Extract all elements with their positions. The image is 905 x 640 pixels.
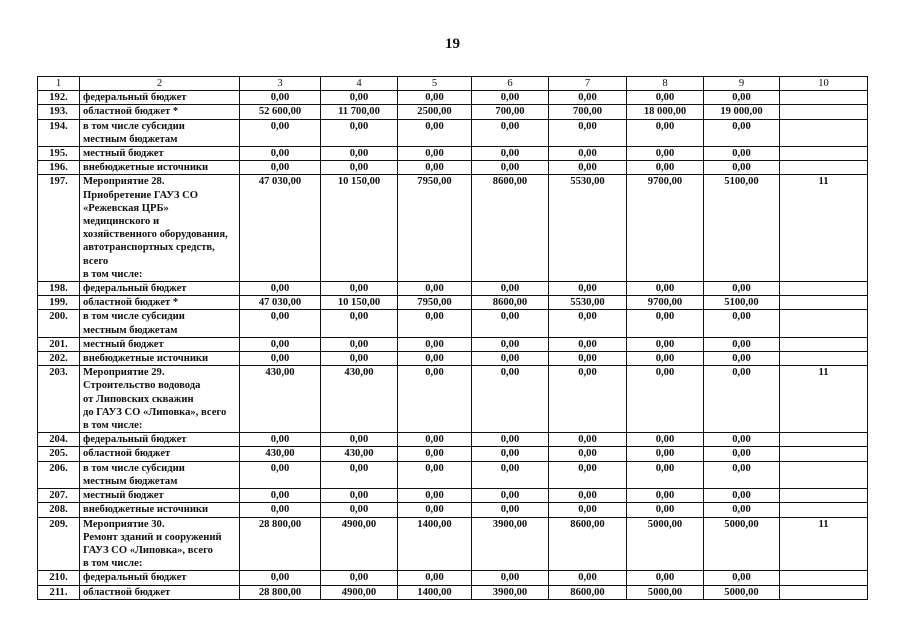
row-name-line: Мероприятие 30. <box>83 518 165 530</box>
cell-col-6: 0,00 <box>472 352 549 366</box>
cell-col-5: 0,00 <box>398 366 472 433</box>
cell-col-9: 0,00 <box>704 91 780 105</box>
row-number: 206. <box>38 461 80 488</box>
cell-col-7: 0,00 <box>549 489 627 503</box>
row-name <box>80 105 240 119</box>
cell-col-4: 0,00 <box>321 310 398 337</box>
cell-col-10 <box>780 147 868 161</box>
table-row <box>38 296 868 310</box>
row-name-line: ГАУЗ СО «Липовка», всего <box>83 544 213 556</box>
cell-col-4: 10 150,00 <box>321 296 398 310</box>
column-header-3: 3 <box>240 77 321 91</box>
cell-col-3: 0,00 <box>240 91 321 105</box>
cell-col-9: 0,00 <box>704 571 780 585</box>
row-name-line: до ГАУЗ СО «Липовка», всего <box>83 406 227 418</box>
cell-col-8: 9700,00 <box>627 296 704 310</box>
cell-col-3: 0,00 <box>240 503 321 517</box>
cell-col-7: 0,00 <box>549 119 627 146</box>
column-header-8: 8 <box>627 77 704 91</box>
table-row <box>38 161 868 175</box>
cell-col-3: 0,00 <box>240 352 321 366</box>
row-name-line: в том числе субсидии <box>83 311 185 323</box>
table-row <box>38 585 868 599</box>
cell-col-7: 0,00 <box>549 461 627 488</box>
cell-col-4: 0,00 <box>321 571 398 585</box>
row-name-line: федеральный бюджет <box>83 572 187 584</box>
row-name-line: местным бюджетам <box>83 324 178 336</box>
cell-col-3: 430,00 <box>240 447 321 461</box>
row-number: 198. <box>38 282 80 296</box>
row-name <box>80 447 240 461</box>
cell-col-4: 0,00 <box>321 91 398 105</box>
row-name-line: федеральный бюджет <box>83 92 187 104</box>
row-name-line: местный бюджет <box>83 490 164 502</box>
cell-col-3: 28 800,00 <box>240 585 321 599</box>
cell-col-8: 0,00 <box>627 119 704 146</box>
cell-col-4: 0,00 <box>321 161 398 175</box>
cell-col-10 <box>780 119 868 146</box>
cell-col-9: 0,00 <box>704 461 780 488</box>
cell-col-5: 0,00 <box>398 489 472 503</box>
cell-col-9: 0,00 <box>704 119 780 146</box>
row-name-line: Строительство водовода <box>83 380 201 392</box>
cell-col-7: 5530,00 <box>549 296 627 310</box>
row-name <box>80 433 240 447</box>
row-name-line: областной бюджет * <box>83 297 179 309</box>
cell-col-5: 0,00 <box>398 352 472 366</box>
table-row <box>38 337 868 351</box>
row-number: 211. <box>38 585 80 599</box>
cell-col-9: 5000,00 <box>704 517 780 571</box>
row-name <box>80 585 240 599</box>
cell-col-6: 700,00 <box>472 105 549 119</box>
cell-col-8: 0,00 <box>627 352 704 366</box>
cell-col-6: 0,00 <box>472 489 549 503</box>
cell-col-8: 0,00 <box>627 571 704 585</box>
row-name <box>80 147 240 161</box>
cell-col-6: 0,00 <box>472 310 549 337</box>
cell-col-4: 4900,00 <box>321 585 398 599</box>
cell-col-3: 0,00 <box>240 147 321 161</box>
cell-col-6: 0,00 <box>472 571 549 585</box>
cell-col-8: 5000,00 <box>627 517 704 571</box>
cell-col-5: 0,00 <box>398 91 472 105</box>
cell-col-10 <box>780 489 868 503</box>
cell-col-8: 0,00 <box>627 310 704 337</box>
row-name <box>80 503 240 517</box>
cell-col-4: 430,00 <box>321 366 398 433</box>
row-name <box>80 337 240 351</box>
row-name-line: местным бюджетам <box>83 475 178 487</box>
cell-col-10 <box>780 447 868 461</box>
cell-col-6: 0,00 <box>472 461 549 488</box>
row-number: 201. <box>38 337 80 351</box>
column-header-6: 6 <box>472 77 549 91</box>
row-name <box>80 119 240 146</box>
cell-col-9: 0,00 <box>704 310 780 337</box>
cell-col-10: 11 <box>780 517 868 571</box>
column-header-4: 4 <box>321 77 398 91</box>
row-number: 210. <box>38 571 80 585</box>
cell-col-8: 0,00 <box>627 147 704 161</box>
cell-col-9: 5000,00 <box>704 585 780 599</box>
table-row <box>38 503 868 517</box>
row-name-line: хозяйственного оборудования, <box>83 229 228 241</box>
row-number: 203. <box>38 366 80 433</box>
row-name <box>80 310 240 337</box>
cell-col-8: 0,00 <box>627 489 704 503</box>
row-number: 199. <box>38 296 80 310</box>
column-header-9: 9 <box>704 77 780 91</box>
table-row <box>38 352 868 366</box>
row-number: 204. <box>38 433 80 447</box>
cell-col-10 <box>780 296 868 310</box>
table-row <box>38 366 868 433</box>
row-name-line: в том числе: <box>83 420 143 432</box>
cell-col-10: 11 <box>780 175 868 282</box>
cell-col-6: 0,00 <box>472 91 549 105</box>
cell-col-9: 0,00 <box>704 503 780 517</box>
cell-col-7: 0,00 <box>549 352 627 366</box>
table-row <box>38 282 868 296</box>
cell-col-8: 18 000,00 <box>627 105 704 119</box>
cell-col-8: 0,00 <box>627 461 704 488</box>
cell-col-8: 0,00 <box>627 447 704 461</box>
cell-col-8: 0,00 <box>627 337 704 351</box>
row-name <box>80 489 240 503</box>
row-name-line: «Режевская ЦРБ» <box>83 202 169 214</box>
row-number: 197. <box>38 175 80 282</box>
cell-col-4: 11 700,00 <box>321 105 398 119</box>
cell-col-4: 0,00 <box>321 489 398 503</box>
cell-col-9: 5100,00 <box>704 296 780 310</box>
cell-col-5: 1400,00 <box>398 517 472 571</box>
row-number: 208. <box>38 503 80 517</box>
cell-col-4: 0,00 <box>321 337 398 351</box>
cell-col-5: 0,00 <box>398 571 472 585</box>
cell-col-4: 0,00 <box>321 282 398 296</box>
cell-col-5: 0,00 <box>398 461 472 488</box>
row-name-line: федеральный бюджет <box>83 434 187 446</box>
row-number: 207. <box>38 489 80 503</box>
row-name-line: Приобретение ГАУЗ СО <box>83 189 198 201</box>
row-name-line: областной бюджет <box>83 586 171 598</box>
row-number: 193. <box>38 105 80 119</box>
row-name-line: Ремонт зданий и сооружений <box>83 531 222 543</box>
column-header-1: 1 <box>38 77 80 91</box>
cell-col-9: 0,00 <box>704 352 780 366</box>
cell-col-10 <box>780 571 868 585</box>
row-name-line: Мероприятие 29. <box>83 367 165 379</box>
cell-col-5: 0,00 <box>398 282 472 296</box>
cell-col-10 <box>780 503 868 517</box>
cell-col-7: 0,00 <box>549 503 627 517</box>
cell-col-6: 0,00 <box>472 282 549 296</box>
cell-col-10 <box>780 585 868 599</box>
cell-col-7: 0,00 <box>549 447 627 461</box>
cell-col-3: 0,00 <box>240 489 321 503</box>
table-row <box>38 517 868 571</box>
cell-col-4: 0,00 <box>321 352 398 366</box>
cell-col-5: 0,00 <box>398 310 472 337</box>
row-name <box>80 175 240 282</box>
row-number: 192. <box>38 91 80 105</box>
cell-col-4: 10 150,00 <box>321 175 398 282</box>
cell-col-6: 0,00 <box>472 447 549 461</box>
cell-col-3: 28 800,00 <box>240 517 321 571</box>
cell-col-5: 7950,00 <box>398 296 472 310</box>
cell-col-3: 47 030,00 <box>240 175 321 282</box>
cell-col-7: 0,00 <box>549 433 627 447</box>
cell-col-7: 0,00 <box>549 366 627 433</box>
row-name-line: областной бюджет * <box>83 106 179 118</box>
cell-col-7: 8600,00 <box>549 585 627 599</box>
cell-col-7: 0,00 <box>549 282 627 296</box>
budget-table <box>37 76 868 600</box>
row-name-line: автотранспортных средств, <box>83 242 215 254</box>
cell-col-6: 8600,00 <box>472 296 549 310</box>
cell-col-10 <box>780 352 868 366</box>
row-name-line: внебюджетные источники <box>83 353 209 365</box>
cell-col-3: 0,00 <box>240 282 321 296</box>
row-name-line: в том числе субсидии <box>83 462 185 474</box>
table-row <box>38 310 868 337</box>
cell-col-3: 0,00 <box>240 161 321 175</box>
cell-col-10 <box>780 337 868 351</box>
cell-col-7: 0,00 <box>549 337 627 351</box>
cell-col-6: 8600,00 <box>472 175 549 282</box>
cell-col-7: 5530,00 <box>549 175 627 282</box>
page-number: 19 <box>445 36 460 52</box>
cell-col-5: 0,00 <box>398 503 472 517</box>
cell-col-10 <box>780 91 868 105</box>
cell-col-9: 0,00 <box>704 282 780 296</box>
cell-col-5: 0,00 <box>398 147 472 161</box>
column-header-2: 2 <box>80 77 240 91</box>
cell-col-7: 0,00 <box>549 310 627 337</box>
row-number: 194. <box>38 119 80 146</box>
row-name-line: внебюджетные источники <box>83 162 209 174</box>
cell-col-8: 0,00 <box>627 282 704 296</box>
cell-col-10 <box>780 461 868 488</box>
table-row <box>38 119 868 146</box>
row-name-line: местный бюджет <box>83 148 164 160</box>
cell-col-8: 0,00 <box>627 91 704 105</box>
cell-col-6: 3900,00 <box>472 517 549 571</box>
cell-col-8: 0,00 <box>627 161 704 175</box>
cell-col-8: 0,00 <box>627 433 704 447</box>
cell-col-7: 700,00 <box>549 105 627 119</box>
row-name-line: Мероприятие 28. <box>83 176 165 188</box>
cell-col-9: 5100,00 <box>704 175 780 282</box>
cell-col-4: 0,00 <box>321 119 398 146</box>
cell-col-6: 0,00 <box>472 503 549 517</box>
cell-col-5: 0,00 <box>398 161 472 175</box>
row-name-line: медицинского и <box>83 216 160 228</box>
cell-col-8: 0,00 <box>627 366 704 433</box>
cell-col-7: 0,00 <box>549 147 627 161</box>
row-number: 196. <box>38 161 80 175</box>
cell-col-4: 0,00 <box>321 503 398 517</box>
row-name-line: местный бюджет <box>83 338 164 350</box>
row-name-line: в том числе: <box>83 268 143 280</box>
table-row <box>38 91 868 105</box>
cell-col-3: 0,00 <box>240 461 321 488</box>
row-number: 205. <box>38 447 80 461</box>
row-number: 200. <box>38 310 80 337</box>
row-name <box>80 352 240 366</box>
column-header-5: 5 <box>398 77 472 91</box>
cell-col-9: 0,00 <box>704 447 780 461</box>
row-name-line: всего <box>83 255 109 267</box>
cell-col-9: 0,00 <box>704 489 780 503</box>
table-row <box>38 461 868 488</box>
cell-col-5: 7950,00 <box>398 175 472 282</box>
cell-col-3: 0,00 <box>240 119 321 146</box>
row-name-line: от Липовских скважин <box>83 393 194 405</box>
table-row <box>38 447 868 461</box>
cell-col-5: 0,00 <box>398 337 472 351</box>
header-row <box>38 77 868 91</box>
cell-col-9: 0,00 <box>704 337 780 351</box>
cell-col-5: 0,00 <box>398 447 472 461</box>
cell-col-3: 0,00 <box>240 310 321 337</box>
table-row <box>38 175 868 282</box>
cell-col-3: 47 030,00 <box>240 296 321 310</box>
cell-col-8: 9700,00 <box>627 175 704 282</box>
cell-col-5: 2500,00 <box>398 105 472 119</box>
cell-col-9: 0,00 <box>704 147 780 161</box>
table-row <box>38 105 868 119</box>
cell-col-9: 0,00 <box>704 161 780 175</box>
row-name <box>80 91 240 105</box>
cell-col-10 <box>780 310 868 337</box>
row-name <box>80 517 240 571</box>
cell-col-5: 0,00 <box>398 119 472 146</box>
cell-col-3: 52 600,00 <box>240 105 321 119</box>
cell-col-10 <box>780 161 868 175</box>
cell-col-4: 430,00 <box>321 447 398 461</box>
cell-col-8: 0,00 <box>627 503 704 517</box>
cell-col-6: 0,00 <box>472 119 549 146</box>
row-name <box>80 161 240 175</box>
row-name-line: в том числе субсидии <box>83 120 185 132</box>
row-name <box>80 282 240 296</box>
cell-col-3: 430,00 <box>240 366 321 433</box>
cell-col-10 <box>780 433 868 447</box>
cell-col-6: 0,00 <box>472 161 549 175</box>
cell-col-9: 0,00 <box>704 433 780 447</box>
cell-col-6: 0,00 <box>472 337 549 351</box>
cell-col-7: 0,00 <box>549 571 627 585</box>
row-number: 209. <box>38 517 80 571</box>
row-name <box>80 571 240 585</box>
cell-col-4: 0,00 <box>321 461 398 488</box>
row-name <box>80 366 240 433</box>
row-number: 195. <box>38 147 80 161</box>
cell-col-9: 19 000,00 <box>704 105 780 119</box>
cell-col-3: 0,00 <box>240 571 321 585</box>
cell-col-6: 0,00 <box>472 433 549 447</box>
row-name-line: внебюджетные источники <box>83 504 209 516</box>
cell-col-7: 0,00 <box>549 161 627 175</box>
cell-col-10: 11 <box>780 366 868 433</box>
cell-col-6: 0,00 <box>472 366 549 433</box>
cell-col-9: 0,00 <box>704 366 780 433</box>
cell-col-7: 0,00 <box>549 91 627 105</box>
cell-col-3: 0,00 <box>240 337 321 351</box>
cell-col-5: 0,00 <box>398 433 472 447</box>
cell-col-6: 3900,00 <box>472 585 549 599</box>
row-number: 202. <box>38 352 80 366</box>
table-row <box>38 571 868 585</box>
cell-col-8: 5000,00 <box>627 585 704 599</box>
table-body <box>38 91 868 600</box>
cell-col-4: 0,00 <box>321 433 398 447</box>
row-name-line: местным бюджетам <box>83 133 178 145</box>
column-header-7: 7 <box>549 77 627 91</box>
cell-col-4: 4900,00 <box>321 517 398 571</box>
row-name <box>80 461 240 488</box>
cell-col-5: 1400,00 <box>398 585 472 599</box>
cell-col-6: 0,00 <box>472 147 549 161</box>
table-row <box>38 433 868 447</box>
row-name-line: в том числе: <box>83 558 143 570</box>
row-name <box>80 296 240 310</box>
cell-col-4: 0,00 <box>321 147 398 161</box>
row-name-line: областной бюджет <box>83 448 171 460</box>
column-header-10: 10 <box>780 77 868 91</box>
cell-col-3: 0,00 <box>240 433 321 447</box>
table-row <box>38 147 868 161</box>
cell-col-10 <box>780 282 868 296</box>
cell-col-7: 8600,00 <box>549 517 627 571</box>
table-header <box>38 77 868 91</box>
cell-col-10 <box>780 105 868 119</box>
table-row <box>38 489 868 503</box>
row-name-line: федеральный бюджет <box>83 283 187 295</box>
